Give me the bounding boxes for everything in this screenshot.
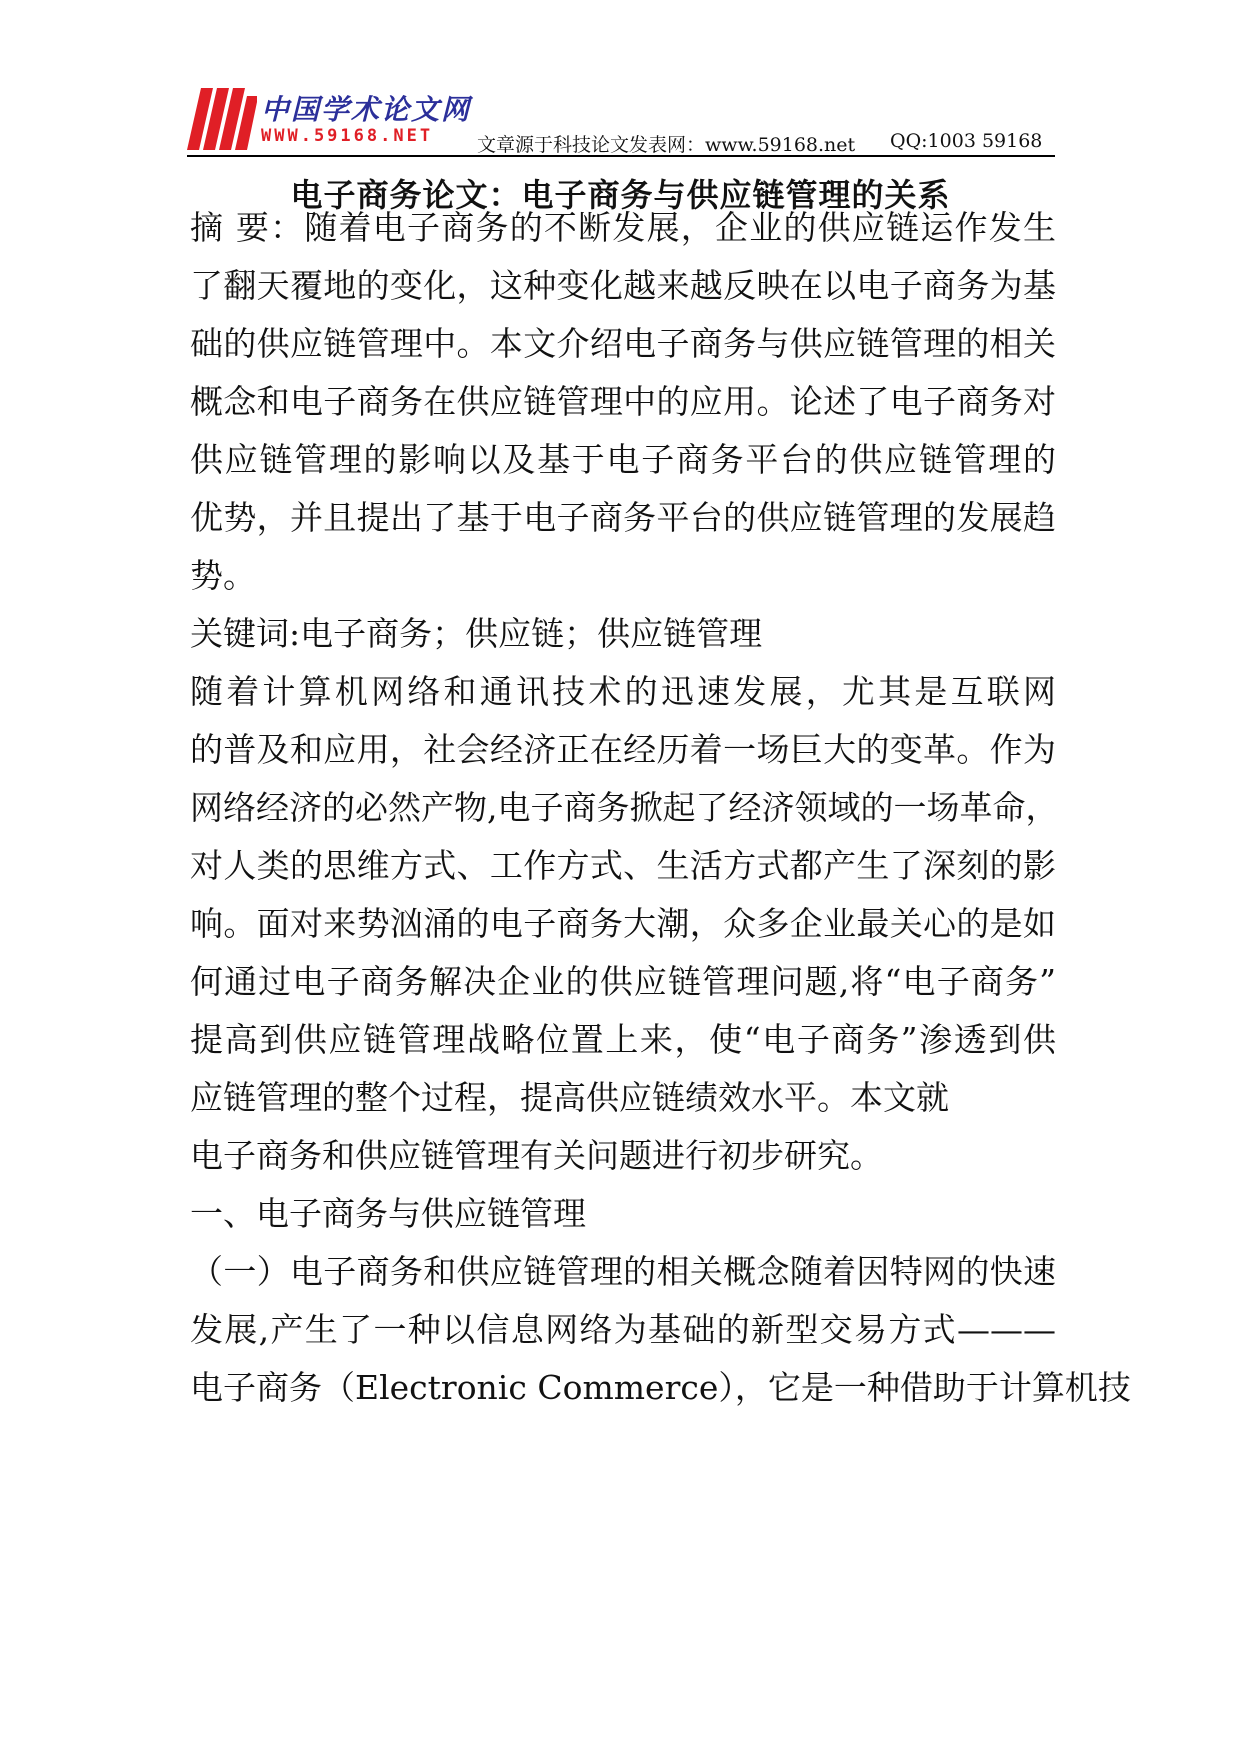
header-divider xyxy=(187,155,1055,157)
logo-chinese-text: 中国学术论文网 xyxy=(261,93,472,126)
abstract-line: 优势，并且提出了基于电子商务平台的供应链管理的发展趋 xyxy=(190,498,1056,537)
section-heading: 一、电子商务与供应链管理 xyxy=(190,1194,586,1233)
paragraph-line: 发展,产生了一种以信息网络为基础的新型交易方式——— xyxy=(190,1310,1056,1349)
paragraph-line: 电子商务（Electronic Commerce），它是一种借助于计算机技 xyxy=(190,1368,1131,1407)
logo-url-text: WWW.59168.NET xyxy=(261,126,434,146)
page-header xyxy=(187,86,1055,156)
paragraph-line: 何通过电子商务解决企业的供应链管理问题,将“电子商务” xyxy=(190,962,1056,1001)
abstract-line: 础的供应链管理中。本文介绍电子商务与供应链管理的相关 xyxy=(190,324,1056,363)
abstract-line: 了翻天覆地的变化，这种变化越来越反映在以电子商务为基 xyxy=(190,266,1056,305)
paragraph-line: 提高到供应链管理战略位置上来，使“电子商务”渗透到供 xyxy=(190,1020,1056,1059)
logo-stripes-icon xyxy=(187,88,257,150)
abstract-line: 概念和电子商务在供应链管理中的应用。论述了电子商务对 xyxy=(190,382,1056,421)
abstract-line: 摘 要：随着电子商务的不断发展，企业的供应链运作发生 xyxy=(190,208,1056,247)
paragraph-line: 电子商务和供应链管理有关问题进行初步研究。 xyxy=(190,1136,883,1175)
paragraph-line: 应链管理的整个过程，提高供应链绩效水平。本文就 xyxy=(190,1078,949,1117)
site-logo[interactable] xyxy=(187,86,472,152)
paragraph-line: 随着计算机网络和通讯技术的迅速发展，尤其是互联网 xyxy=(190,672,1056,711)
paragraph-line: 网络经济的必然产物,电子商务掀起了经济领域的一场革命， xyxy=(190,788,1059,827)
abstract-line: 势。 xyxy=(190,556,256,595)
paragraph-line: （一）电子商务和供应链管理的相关概念随着因特网的快速 xyxy=(190,1252,1056,1291)
header-qq-text: QQ:1003 59168 xyxy=(890,130,1043,152)
abstract-line: 供应链管理的影响以及基于电子商务平台的供应链管理的 xyxy=(190,440,1056,479)
paragraph-line: 响。面对来势汹涌的电子商务大潮，众多企业最关心的是如 xyxy=(190,904,1056,943)
document-title: 电子商务论文：电子商务与供应链管理的关系 xyxy=(290,176,951,214)
paragraph-line: 对人类的思维方式、工作方式、生活方式都产生了深刻的影 xyxy=(190,846,1056,885)
keywords-line: 关键词:电子商务；供应链；供应链管理 xyxy=(190,614,763,653)
paragraph-line: 的普及和应用，社会经济正在经历着一场巨大的变革。作为 xyxy=(190,730,1056,769)
header-source-text: 文章源于科技论文发表网：www.59168.net xyxy=(477,134,856,156)
